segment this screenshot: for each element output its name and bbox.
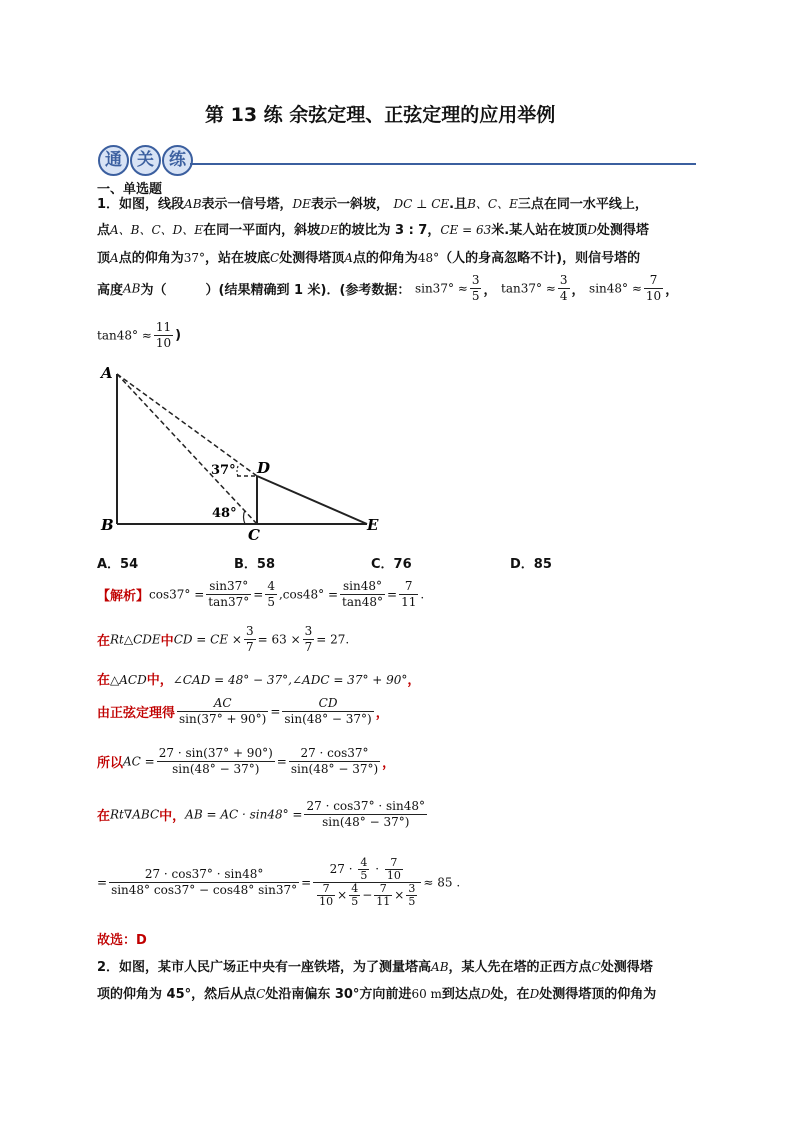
frac-11-10: $\frac{11}{10}$: [155, 320, 172, 350]
sightline-ac: [117, 374, 257, 524]
frac-3-4: $\frac{3}{4}$: [559, 273, 568, 303]
answer: 故选：D: [97, 933, 147, 948]
solution-line-2: 在Rt△CDE中CD = CE × $\frac{3}{7}$ = 63 × $\frac{3}{7}$ = 27.: [97, 624, 350, 654]
option-b: B．58: [234, 557, 275, 572]
q1-figure: [95, 360, 395, 545]
q1-line-5: tan48° ≈ $\frac{11}{10}$ ): [97, 320, 182, 350]
label-a: A: [101, 364, 113, 382]
section-badge: [98, 145, 194, 176]
solution-line-7: = $\frac{27 \cdot \cos 37^\circ \cdot \sin 48^\circ}{\sin 48^\circ \cos 37^\circ - \cos 48^\circ \sin 37^\circ}$ = 27 · $\frac{4}{5}$ · $\frac{7}{10}$ $\frac{7}{10}$ × $\frac{4}{5}$ − $\frac{7}{11}$ × $\frac{3}{5}$ ≈ 85 .: [97, 856, 461, 908]
solution-line-1: 【解析】cos37° = $\frac{\sin 37^\circ}{\tan 37^\circ}$ = $\frac{4}{5}$ ,cos48° = $\frac{\sin 48^\circ}{\tan 48^\circ}$ = $\frac{7}{11}$ .: [97, 579, 425, 609]
badge-char-3: 练: [162, 145, 193, 176]
q1-line-2: 点A、B、C、D、E在同一平面内，斜坡DE的坡比为 3 : 7，CE = 63米.某人站在坡顶D处测得塔: [97, 223, 649, 238]
solution-line-4: 由正弦定理得 $\frac{AC}{\sin(37^\circ + 90^\circ)}$ = $\frac{CD}{\sin(48^\circ - 37^\circ)}$ ，: [97, 696, 389, 726]
frac-3-5: $\frac{3}{5}$: [471, 273, 480, 303]
page-title: 第 13 练 余弦定理、正弦定理的应用举例: [205, 104, 556, 126]
solution-line-6: 在Rt∇ABC中，AB = AC · sin48° = $\frac{27 \cdot \cos 37^\circ \cdot \sin 48^\circ}{\sin(48^\circ - 37^\circ)}$: [97, 799, 426, 829]
badge-char-2: 关: [130, 145, 161, 176]
q1-line-4: 高度AB为（ ）(结果精确到 1 米)．(参考数据： sin37° ≈ $\frac{3}{5}$ ， tan37° ≈ $\frac{3}{4}$ ， sin48° ≈ $\frac{7}{10}$ ，: [97, 273, 679, 303]
slope-de: [257, 476, 367, 524]
section-heading: 一、单选题: [97, 182, 163, 197]
label-d: D: [257, 459, 271, 477]
frac-7-10: $\frac{7}{10}$: [645, 273, 662, 303]
q1-line-1: 1．如图，线段AB表示一信号塔，DE表示一斜坡， DC ⊥ CE.且B、C、E三点在同一水平线上，: [97, 197, 648, 212]
label-b: B: [101, 516, 114, 534]
option-c: C．76: [371, 557, 412, 572]
sightline-ad: [117, 374, 257, 476]
q2-line-2: 项的仰角为 45°，然后从点C处沿南偏东 30°方向前进60 m到达点D处，在D处测得塔顶的仰角为: [97, 987, 657, 1002]
solution-line-5: 所以AC = $\frac{27 \cdot \sin(37^\circ + 90^\circ)}{\sin(48^\circ - 37^\circ)}$ = $\frac{27 \cdot \cos 37^\circ}{\sin(48^\circ - 37^\circ)}$ ，: [97, 746, 396, 776]
option-a: A．54: [97, 557, 139, 572]
label-48: 48°: [212, 506, 237, 521]
badge-char-1: 通: [98, 145, 129, 176]
option-d: D．85: [510, 557, 552, 572]
q2-line-1: 2．如图，某市人民广场正中央有一座铁塔，为了测量塔高AB，某人先在塔的正西方点C处测得塔: [97, 960, 653, 975]
angle-arc-37: [237, 466, 238, 476]
solution-line-3: 在△ACD中，∠CAD = 48° − 37°,∠ADC = 37° + 90°，: [97, 673, 421, 688]
label-37: 37°: [211, 463, 236, 478]
label-c: C: [248, 526, 260, 544]
header-rule: [190, 163, 696, 165]
q1-line-3: 顶A点的仰角为37°，站在坡底C处测得塔顶A点的仰角为48°（人的身高忽略不计)，则信号塔的: [97, 251, 641, 266]
angle-arc-48: [244, 510, 246, 524]
label-e: E: [367, 516, 379, 534]
